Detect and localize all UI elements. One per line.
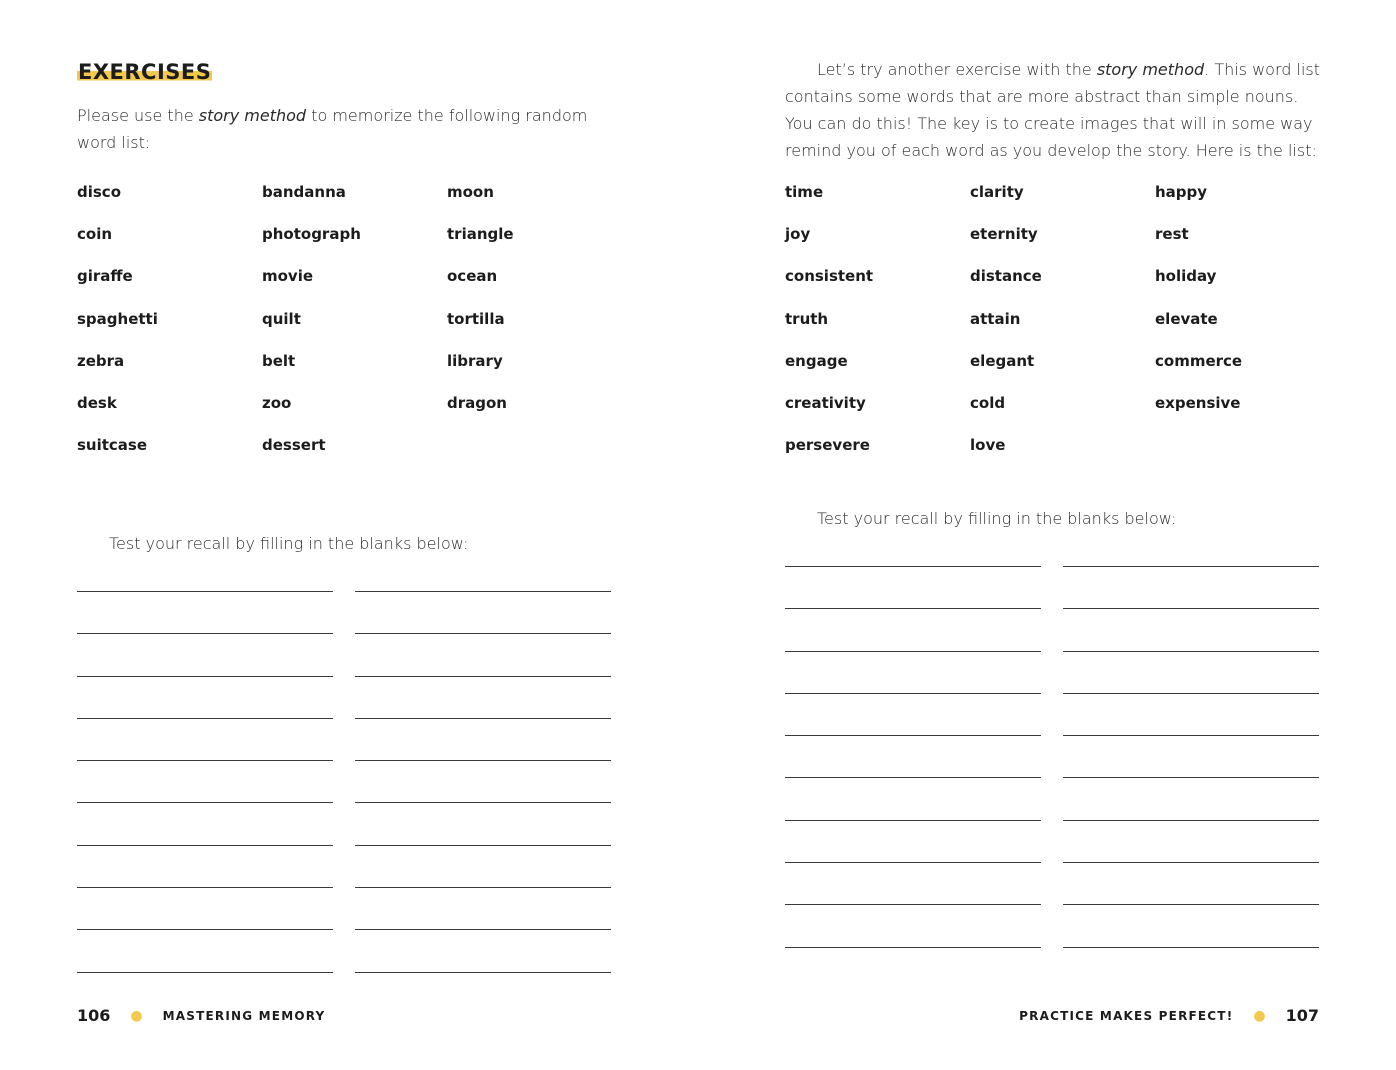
- word-list-item: engage: [785, 351, 848, 370]
- word-list-item: belt: [262, 351, 296, 370]
- left-intro-emphasis: story method: [198, 106, 307, 125]
- word-list-item: ocean: [447, 267, 498, 286]
- left-footer: [77, 1006, 325, 1025]
- answer-blank-line[interactable]: [77, 719, 333, 761]
- answer-blank-line[interactable]: [77, 931, 333, 973]
- answer-blank-line[interactable]: [1063, 525, 1319, 567]
- answer-blank-line[interactable]: [77, 846, 333, 888]
- word-list-item: elegant: [970, 351, 1035, 370]
- answer-blank-line[interactable]: [355, 761, 611, 803]
- answer-blank-line[interactable]: [785, 694, 1041, 736]
- answer-blank-line[interactable]: [77, 677, 333, 719]
- answer-blank-line[interactable]: [77, 550, 333, 592]
- answer-blank-line[interactable]: [1063, 652, 1319, 694]
- word-list-item: zoo: [262, 393, 292, 412]
- answer-blank-line[interactable]: [785, 525, 1041, 567]
- answer-blank-line[interactable]: [785, 736, 1041, 778]
- word-list-item: consistent: [785, 267, 874, 286]
- word-list-item: elevate: [1155, 309, 1218, 328]
- answer-blank-line[interactable]: [355, 550, 611, 592]
- page-number-left: 106: [77, 1006, 111, 1025]
- running-head-right: PRACTICE MAKES PERFECT!: [1019, 1008, 1234, 1023]
- running-head-left: MASTERING MEMORY: [162, 1008, 326, 1023]
- answer-blank-line[interactable]: [1063, 567, 1319, 609]
- word-list-item: rest: [1155, 225, 1189, 244]
- answer-blank-line[interactable]: [1063, 779, 1319, 821]
- word-list-item: creativity: [785, 393, 866, 412]
- word-list-item: clarity: [970, 183, 1024, 201]
- answer-blank-line[interactable]: [77, 635, 333, 677]
- right-intro-emphasis: story method: [1096, 60, 1205, 79]
- word-list-item: desk: [77, 393, 117, 412]
- word-list-item: disco: [77, 183, 122, 201]
- word-list-item: zebra: [77, 351, 125, 370]
- answer-blank-line[interactable]: [77, 804, 333, 846]
- answer-blank-line[interactable]: [77, 888, 333, 930]
- answer-blank-line[interactable]: [355, 804, 611, 846]
- word-list-item: time: [785, 183, 824, 201]
- word-list-item: bandanna: [262, 183, 346, 201]
- right-intro-text-2: . This word list contains some words that are more abstract than simple nouns. You can do this! The key is to create images that will in some way remind you of each word as you develop the story. Here is the list:: [785, 60, 1321, 160]
- left-recall-prompt: Test your recall by filling in the blanks below:: [109, 534, 469, 553]
- answer-blank-line[interactable]: [77, 592, 333, 634]
- answer-blank-line[interactable]: [355, 719, 611, 761]
- word-list-item: expensive: [1155, 393, 1241, 412]
- word-list-item: commerce: [1155, 351, 1243, 370]
- word-list-item: happy: [1155, 183, 1208, 201]
- answer-blank-line[interactable]: [1063, 736, 1319, 778]
- answer-blank-line[interactable]: [785, 906, 1041, 948]
- word-list-item: dessert: [262, 436, 326, 455]
- right-recall-prompt: Test your recall by filling in the blanks below:: [817, 509, 1177, 528]
- answer-blank-line[interactable]: [785, 567, 1041, 609]
- word-list-item: coin: [77, 225, 113, 244]
- word-list-item: triangle: [447, 225, 514, 244]
- answer-blank-line[interactable]: [77, 761, 333, 803]
- word-list-item: suitcase: [77, 436, 148, 455]
- word-list-item: spaghetti: [77, 309, 158, 328]
- word-list-item: tortilla: [447, 309, 505, 328]
- bullet-dot-icon: ●: [130, 1007, 143, 1024]
- bullet-dot-icon: ●: [1253, 1007, 1266, 1024]
- word-list-item: holiday: [1155, 267, 1217, 286]
- word-list-item: distance: [970, 267, 1042, 286]
- word-list-item: truth: [785, 309, 829, 328]
- word-list-item: movie: [262, 267, 314, 286]
- word-list-item: giraffe: [77, 267, 133, 286]
- answer-blank-line[interactable]: [355, 888, 611, 930]
- right-recall-blanks: [785, 525, 1319, 948]
- left-recall-blanks: [77, 550, 611, 973]
- word-list-item: library: [447, 351, 503, 370]
- answer-blank-line[interactable]: [785, 863, 1041, 905]
- word-list-item: cold: [970, 393, 1006, 412]
- exercises-heading-text: EXERCISES: [78, 60, 212, 84]
- word-list-item: persevere: [785, 436, 870, 455]
- right-page: [698, 0, 1396, 1070]
- right-word-list: [785, 180, 1340, 475]
- answer-blank-line[interactable]: [785, 779, 1041, 821]
- exercises-heading: [77, 58, 212, 86]
- page-number-right: 107: [1285, 1006, 1319, 1025]
- answer-blank-line[interactable]: [355, 635, 611, 677]
- left-intro-text-2: to memorize the following random word list:: [77, 106, 588, 152]
- right-intro-paragraph: [785, 56, 1325, 164]
- answer-blank-line[interactable]: [1063, 694, 1319, 736]
- answer-blank-line[interactable]: [1063, 863, 1319, 905]
- answer-blank-line[interactable]: [355, 846, 611, 888]
- word-list-item: dragon: [447, 393, 507, 412]
- word-list-item: photograph: [262, 225, 361, 244]
- word-list-item: eternity: [970, 225, 1038, 244]
- answer-blank-line[interactable]: [355, 592, 611, 634]
- answer-blank-line[interactable]: [785, 821, 1041, 863]
- word-list-item: moon: [447, 183, 494, 201]
- answer-blank-line[interactable]: [355, 677, 611, 719]
- right-footer: [1019, 1006, 1319, 1025]
- answer-blank-line[interactable]: [1063, 821, 1319, 863]
- left-intro-text-1: Please use the: [77, 106, 199, 125]
- right-intro-text-1: Let’s try another exercise with the: [817, 60, 1097, 79]
- word-list-item: joy: [785, 225, 811, 244]
- left-word-list: [77, 180, 632, 475]
- answer-blank-line[interactable]: [355, 931, 611, 973]
- answer-blank-line[interactable]: [1063, 906, 1319, 948]
- answer-blank-line[interactable]: [785, 610, 1041, 652]
- word-list-item: attain: [970, 309, 1021, 328]
- word-list-item: quilt: [262, 309, 301, 328]
- answer-blank-line[interactable]: [785, 652, 1041, 694]
- word-list-item: love: [970, 436, 1006, 455]
- left-intro-paragraph: [77, 102, 607, 156]
- answer-blank-line[interactable]: [1063, 610, 1319, 652]
